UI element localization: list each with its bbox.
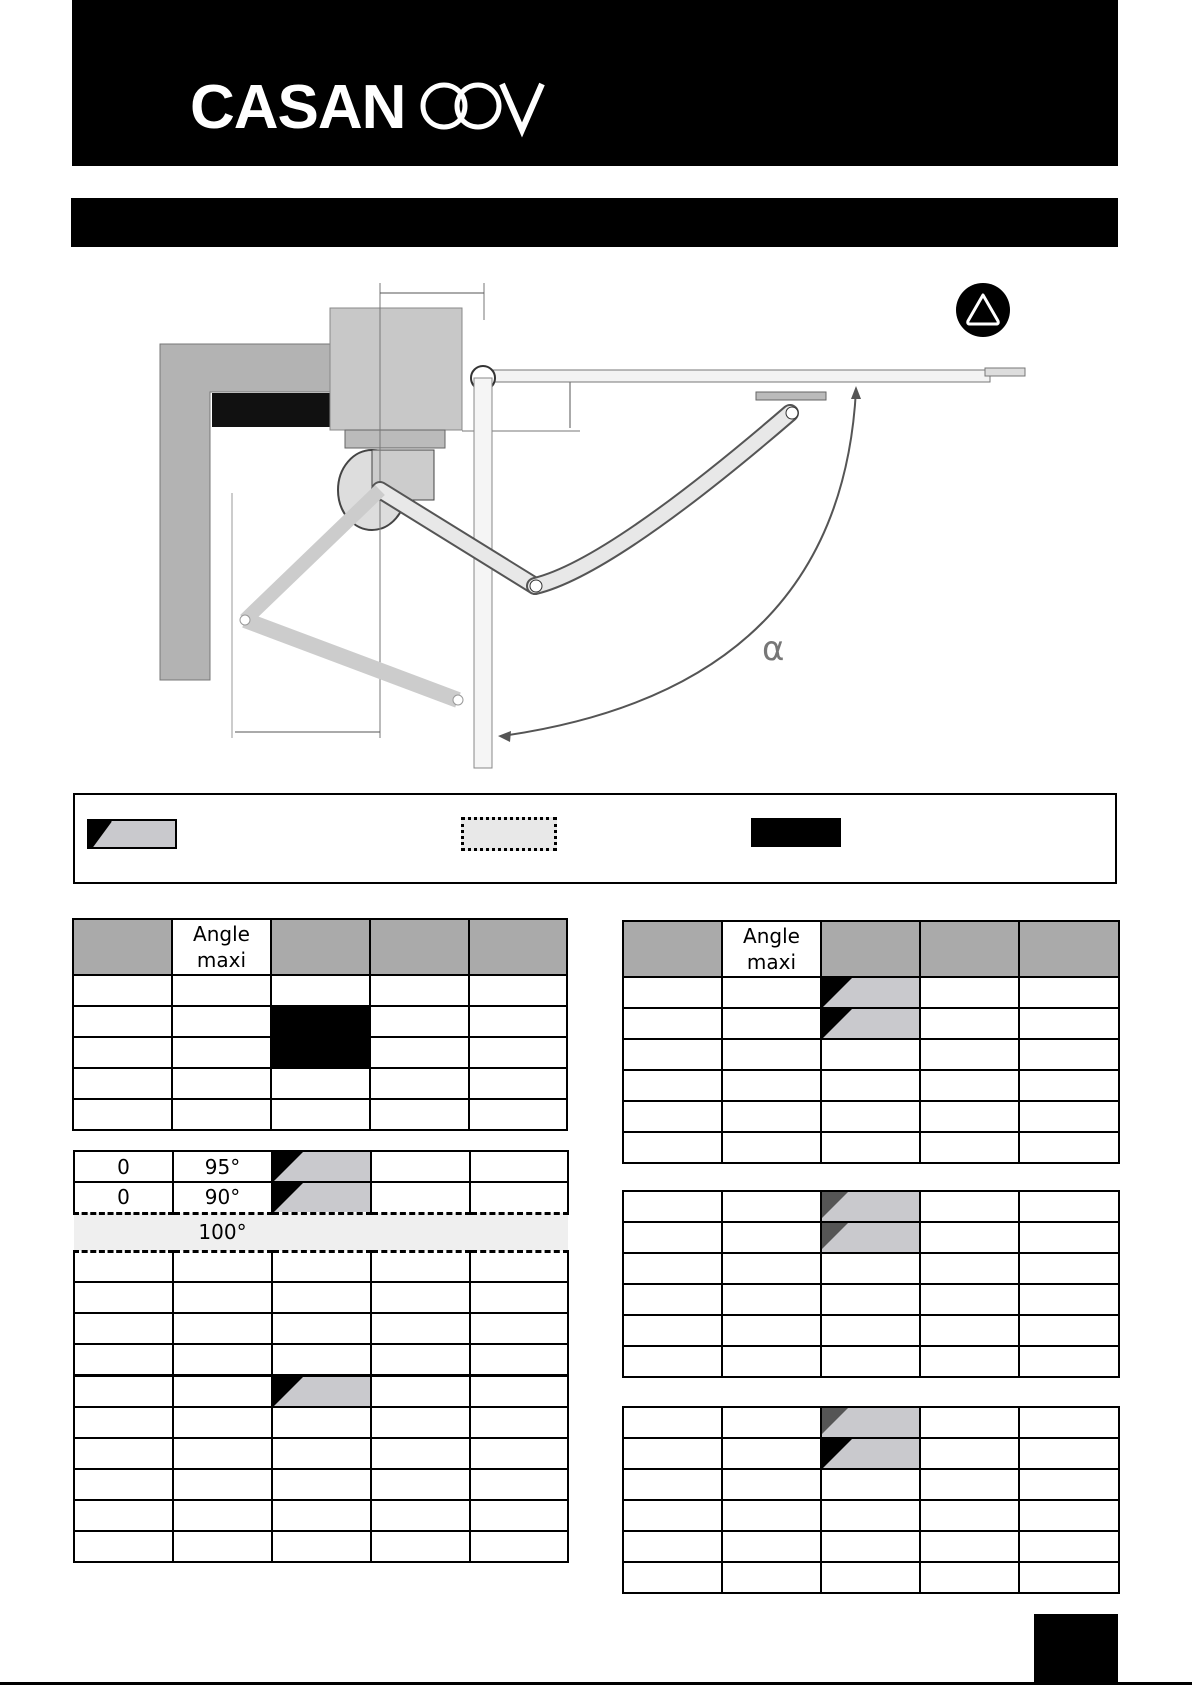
cell (722, 1253, 821, 1284)
cell-value: 0 (74, 1151, 173, 1182)
table-row (74, 1251, 568, 1282)
cell (173, 1500, 272, 1531)
cell (821, 1500, 920, 1531)
cell (172, 975, 271, 1006)
table-row (73, 1068, 567, 1099)
cell (623, 1070, 722, 1101)
cell (74, 1438, 173, 1469)
cell (920, 1562, 1019, 1593)
cell-grey (272, 1182, 371, 1213)
cell (722, 1101, 821, 1132)
table-row (623, 1070, 1119, 1101)
cell (371, 1500, 470, 1531)
cell (469, 975, 567, 1006)
cell (469, 1006, 567, 1037)
cell (371, 1182, 470, 1213)
table-header (623, 921, 1119, 977)
cell (470, 1151, 568, 1182)
table-row (623, 1253, 1119, 1284)
cell (470, 1469, 568, 1500)
cell (1019, 1222, 1119, 1253)
table-row (623, 1101, 1119, 1132)
cell-angle: 95° (173, 1151, 272, 1182)
header-cell (73, 919, 172, 975)
cell (172, 1099, 271, 1130)
cell (173, 1469, 272, 1500)
cell (370, 1037, 469, 1068)
cell (272, 1469, 371, 1500)
cell-grey (821, 977, 920, 1008)
cell (74, 1407, 173, 1438)
cell (623, 1191, 722, 1222)
table-row (623, 1562, 1119, 1593)
cell (469, 1037, 567, 1068)
cell (722, 1438, 821, 1469)
cell (74, 1313, 173, 1344)
cell (1019, 1562, 1119, 1593)
cell (172, 1068, 271, 1099)
table-row (623, 977, 1119, 1008)
cell (722, 1191, 821, 1222)
cell (1019, 1531, 1119, 1562)
table-row (73, 1006, 567, 1037)
cell (371, 1531, 470, 1562)
cell (1019, 1438, 1119, 1469)
cell (173, 1438, 272, 1469)
cell (371, 1251, 470, 1282)
cell (821, 1132, 920, 1163)
table-row (74, 1151, 568, 1182)
cell (821, 1315, 920, 1346)
cell (920, 1253, 1019, 1284)
table-row (623, 1407, 1119, 1438)
cell-value: 0 (74, 1182, 173, 1213)
cell (470, 1500, 568, 1531)
page-number-tab (1034, 1614, 1118, 1685)
cell (272, 1213, 371, 1251)
legend-box (73, 793, 1117, 884)
cell (74, 1213, 173, 1251)
cell (821, 1039, 920, 1070)
table-row (623, 1191, 1119, 1222)
cell (73, 1037, 172, 1068)
table-row (74, 1375, 568, 1407)
cell (722, 1531, 821, 1562)
cell-grey (272, 1375, 371, 1407)
cell (623, 1407, 722, 1438)
cell (469, 1099, 567, 1130)
table-row (74, 1469, 568, 1500)
header-cell (370, 919, 469, 975)
table-row-dashed (74, 1213, 568, 1251)
cell (271, 975, 370, 1006)
table-row (623, 1315, 1119, 1346)
cell (623, 1284, 722, 1315)
cell (371, 1282, 470, 1313)
cell (172, 1006, 271, 1037)
cell (1019, 1070, 1119, 1101)
cell (1019, 1315, 1119, 1346)
cell (623, 1531, 722, 1562)
cell (74, 1500, 173, 1531)
legend-dotted-swatch (461, 817, 557, 851)
cell-grey (821, 1008, 920, 1039)
cell (821, 1101, 920, 1132)
table-right-mid (622, 1190, 1120, 1378)
cell (1019, 1469, 1119, 1500)
cell (722, 1500, 821, 1531)
cell (370, 1068, 469, 1099)
cell (821, 1562, 920, 1593)
cell (623, 977, 722, 1008)
table-left-bottom (73, 1150, 569, 1563)
cell (920, 1008, 1019, 1039)
legend-black-swatch (751, 818, 841, 847)
cell (371, 1151, 470, 1182)
cell (920, 1438, 1019, 1469)
cell-grey (272, 1151, 371, 1182)
cell (1019, 977, 1119, 1008)
table-row (623, 1284, 1119, 1315)
cell (920, 1101, 1019, 1132)
cell (1019, 1039, 1119, 1070)
table-header (73, 919, 567, 975)
cell (371, 1375, 470, 1407)
cell (173, 1313, 272, 1344)
cell-angle: 100° (173, 1213, 272, 1251)
legend-grey-swatch (87, 819, 177, 849)
cell (470, 1375, 568, 1407)
section-title-bar (71, 198, 1118, 247)
cell (470, 1213, 568, 1251)
cell (821, 1469, 920, 1500)
table-row (73, 1099, 567, 1130)
cell (173, 1375, 272, 1407)
table-row (623, 1039, 1119, 1070)
cell (173, 1251, 272, 1282)
cell (1019, 1407, 1119, 1438)
cell-grey (821, 1191, 920, 1222)
cell (722, 1039, 821, 1070)
table-row (74, 1407, 568, 1438)
cell (371, 1407, 470, 1438)
cell (623, 1469, 722, 1500)
cell (470, 1313, 568, 1344)
cell (722, 1469, 821, 1500)
cell (470, 1182, 568, 1213)
cell (74, 1531, 173, 1562)
cell (1019, 1346, 1119, 1377)
cell (470, 1438, 568, 1469)
header-cell (821, 921, 920, 977)
cell (623, 1562, 722, 1593)
cell (623, 1101, 722, 1132)
header-cell (469, 919, 567, 975)
table-row (623, 1132, 1119, 1163)
cell (722, 1562, 821, 1593)
cell (722, 1346, 821, 1377)
table-row (74, 1182, 568, 1213)
cell (271, 1068, 370, 1099)
cell-black (271, 1037, 370, 1068)
cell (821, 1284, 920, 1315)
cell (173, 1531, 272, 1562)
cell (470, 1531, 568, 1562)
cell (73, 1006, 172, 1037)
cell-grey (821, 1222, 920, 1253)
cell (371, 1213, 470, 1251)
cell (74, 1344, 173, 1375)
cell (722, 1284, 821, 1315)
cell (271, 1099, 370, 1130)
cell (272, 1407, 371, 1438)
cell (623, 1500, 722, 1531)
cell (272, 1438, 371, 1469)
table-row (74, 1531, 568, 1562)
cell (623, 1008, 722, 1039)
cell (722, 977, 821, 1008)
cell (920, 1407, 1019, 1438)
cell (1019, 1284, 1119, 1315)
cell (920, 1039, 1019, 1070)
cell (1019, 1253, 1119, 1284)
table-row (623, 1438, 1119, 1469)
table-row (623, 1500, 1119, 1531)
cell (371, 1313, 470, 1344)
cell (1019, 1008, 1119, 1039)
cell (370, 1099, 469, 1130)
cell (173, 1344, 272, 1375)
cell (73, 1099, 172, 1130)
cell (272, 1282, 371, 1313)
table-row (623, 1346, 1119, 1377)
cell (623, 1222, 722, 1253)
cell (470, 1344, 568, 1375)
table-row (74, 1438, 568, 1469)
header-angle-maxi: Angle maxi (172, 919, 271, 975)
header-cell (920, 921, 1019, 977)
cell (74, 1375, 173, 1407)
cell (920, 1222, 1019, 1253)
cell (722, 1407, 821, 1438)
cell (470, 1282, 568, 1313)
cell (1019, 1132, 1119, 1163)
cell (623, 1132, 722, 1163)
angle-alpha-label: α (762, 629, 785, 669)
cell (920, 1469, 1019, 1500)
cell (371, 1469, 470, 1500)
table-left-top (72, 918, 568, 1131)
cell (470, 1251, 568, 1282)
cell (470, 1407, 568, 1438)
cell (623, 1039, 722, 1070)
table-row (623, 1531, 1119, 1562)
cell (821, 1253, 920, 1284)
cell-black (271, 1006, 370, 1037)
cell (370, 1006, 469, 1037)
cell (920, 1070, 1019, 1101)
cell (920, 977, 1019, 1008)
cell (73, 1068, 172, 1099)
cell (370, 975, 469, 1006)
cell (920, 1531, 1019, 1562)
cell (173, 1282, 272, 1313)
cell (821, 1531, 920, 1562)
cell (73, 975, 172, 1006)
cell (173, 1407, 272, 1438)
cell (272, 1251, 371, 1282)
page-header (72, 0, 1118, 166)
table-row (74, 1500, 568, 1531)
cell (722, 1222, 821, 1253)
header-cell (623, 921, 722, 977)
cell (172, 1037, 271, 1068)
cell (722, 1070, 821, 1101)
cell (74, 1282, 173, 1313)
cell (469, 1068, 567, 1099)
table-row (74, 1282, 568, 1313)
cell (371, 1438, 470, 1469)
cell (722, 1132, 821, 1163)
svg-text:CASAN: CASAN (190, 73, 406, 142)
cell (1019, 1101, 1119, 1132)
table-right-bottom (622, 1406, 1120, 1594)
table-row (74, 1344, 568, 1375)
cell (1019, 1191, 1119, 1222)
cell (920, 1315, 1019, 1346)
cell (371, 1344, 470, 1375)
header-cell (1019, 921, 1119, 977)
cell (920, 1191, 1019, 1222)
cell (623, 1438, 722, 1469)
table-row (73, 975, 567, 1006)
table-row (73, 1037, 567, 1068)
cell-grey (821, 1407, 920, 1438)
cell (722, 1315, 821, 1346)
cell (623, 1346, 722, 1377)
cell (272, 1313, 371, 1344)
cell (272, 1344, 371, 1375)
table-row (623, 1222, 1119, 1253)
cell (920, 1132, 1019, 1163)
table-row (623, 1008, 1119, 1039)
casanoov-logo (190, 72, 550, 144)
cell (1019, 1500, 1119, 1531)
table-row (74, 1313, 568, 1344)
cell (272, 1531, 371, 1562)
cell-grey (821, 1438, 920, 1469)
header-angle-maxi: Angle maxi (722, 921, 821, 977)
cell (821, 1346, 920, 1377)
cell (722, 1008, 821, 1039)
cell (623, 1253, 722, 1284)
cell (920, 1500, 1019, 1531)
cell (272, 1500, 371, 1531)
cell (623, 1315, 722, 1346)
cell (920, 1284, 1019, 1315)
table-right-top (622, 920, 1120, 1164)
cell (920, 1346, 1019, 1377)
cell (74, 1469, 173, 1500)
cell (821, 1070, 920, 1101)
cell-angle: 90° (173, 1182, 272, 1213)
table-row (623, 1469, 1119, 1500)
header-cell (271, 919, 370, 975)
installation-diagram (140, 268, 1060, 778)
cell (74, 1251, 173, 1282)
